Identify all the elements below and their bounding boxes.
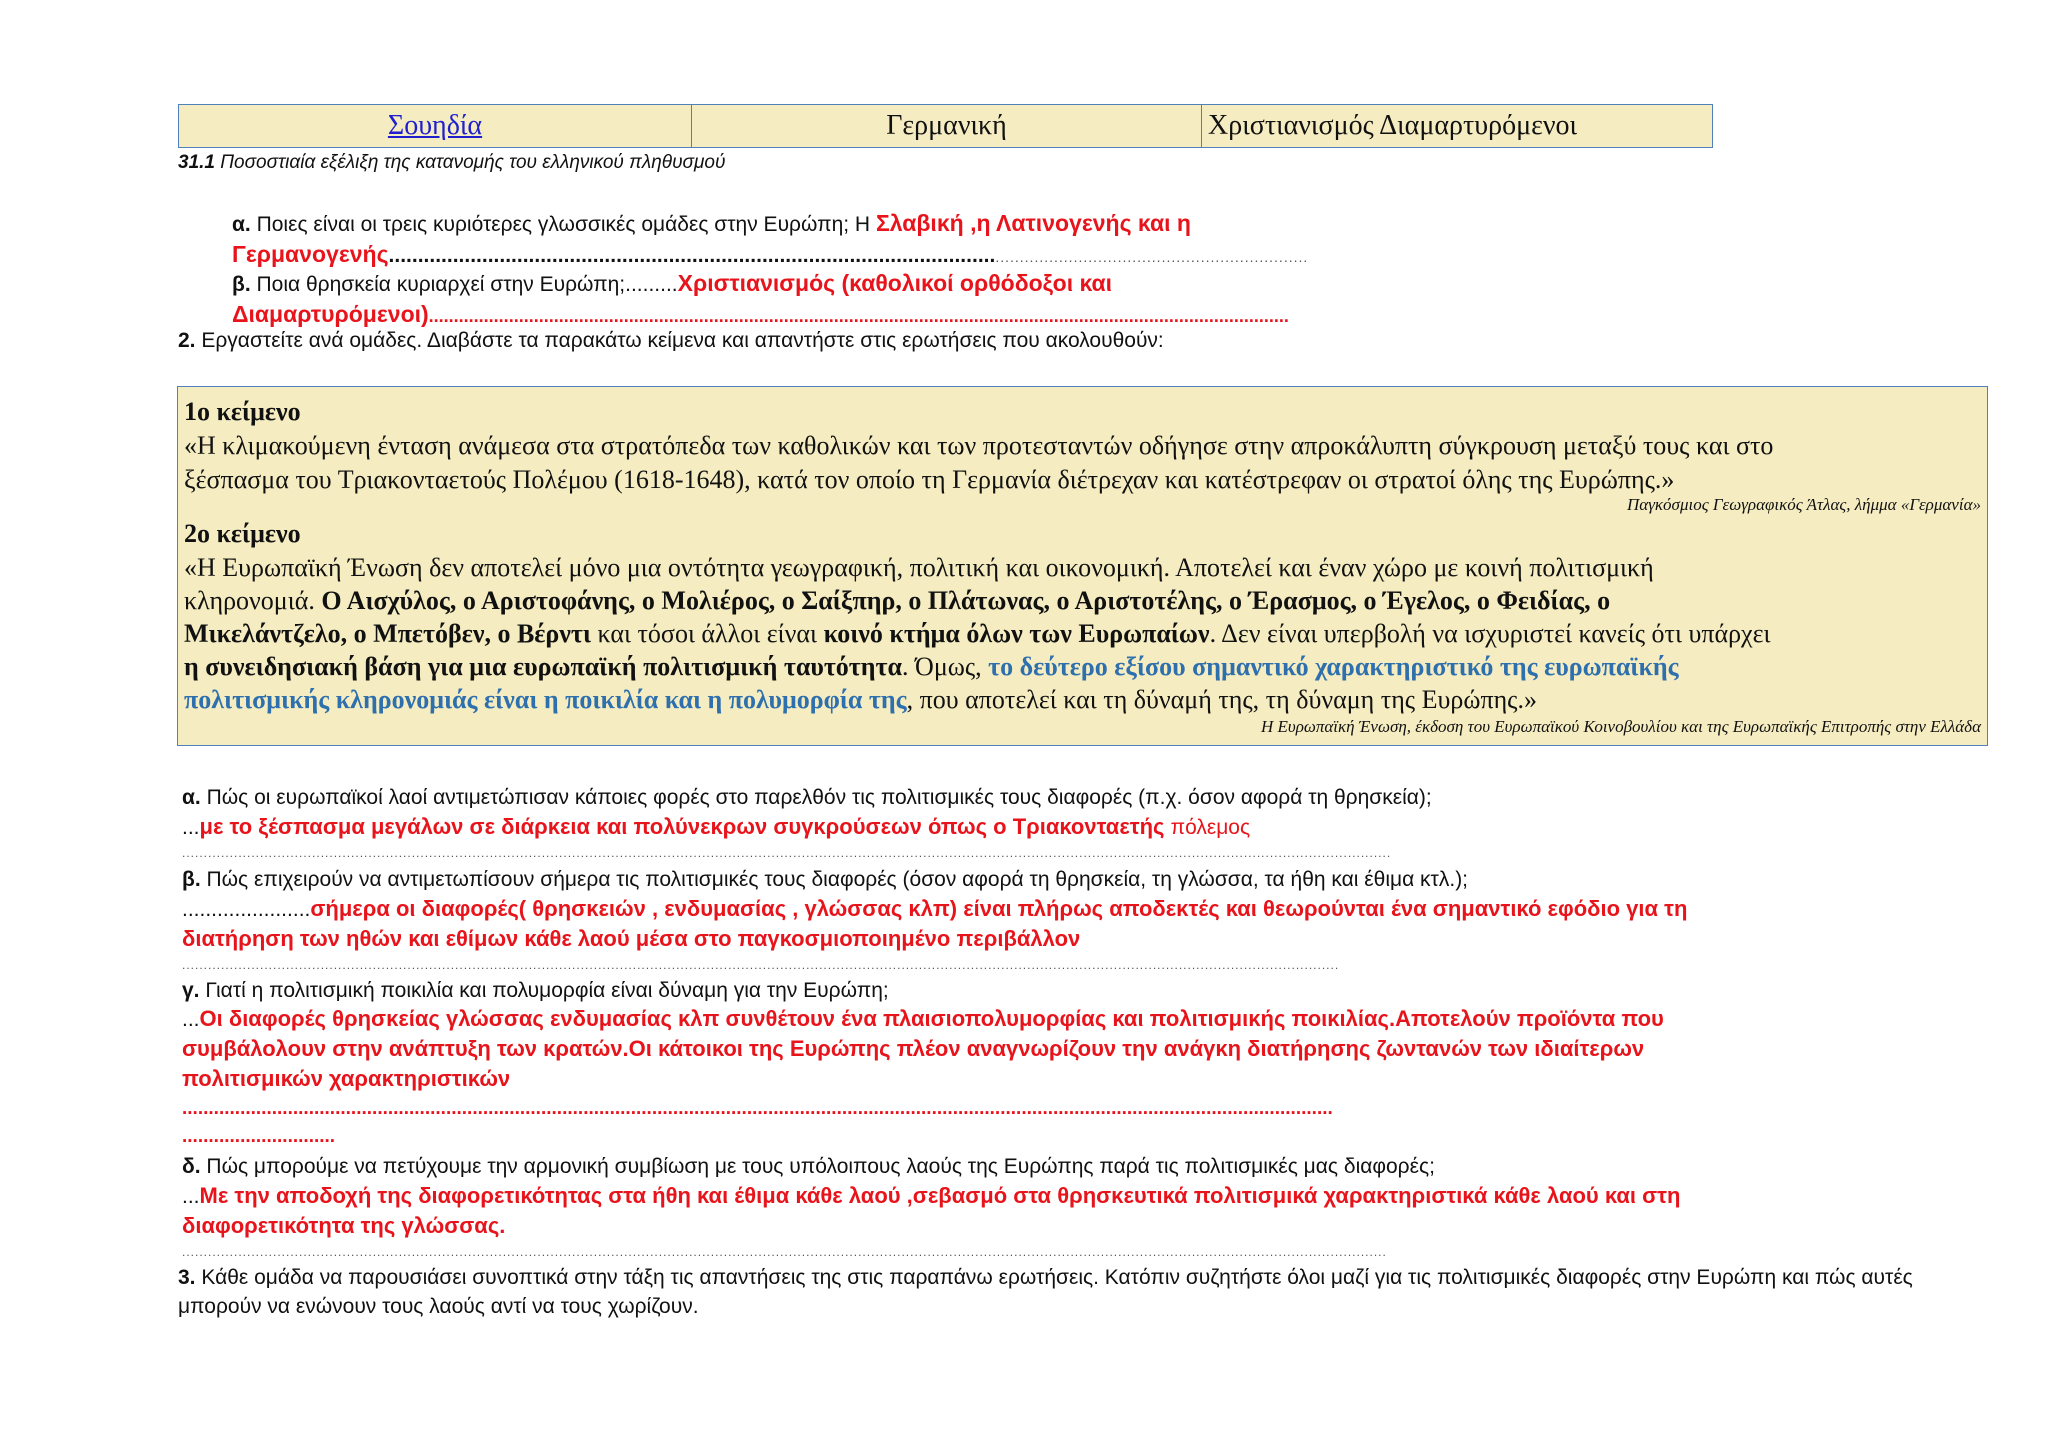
- text2-line2-b: Ο Αισχύλος, ο Αριστοφάνης, ο Μολιέρος, ο Σαίξπηρ, ο Πλάτωνας, ο Αριστοτέλης, ο Έρασμος, ο Έγελος, ο Φειδίας, ο: [321, 586, 1611, 615]
- text2-line3-d: . Δεν είναι υπερβολή να ισχυριστεί κανείς ότι υπάρχει: [1209, 619, 1771, 648]
- q2b-question-line: [182, 865, 1468, 895]
- q1a-line1: [232, 208, 1191, 240]
- q2d-label: δ.: [182, 1155, 201, 1178]
- text2-line4-b: . Όμως,: [902, 652, 989, 681]
- text2-line5: [184, 683, 1537, 717]
- task2-text: Εργαστείτε ανά ομάδες. Διαβάστε τα παρακάτω κείμενα και απαντήστε στις ερωτήσεις που ακολουθούν:: [195, 329, 1164, 352]
- country-cell: [179, 105, 691, 147]
- q1b-dots-pre: .........: [625, 273, 678, 296]
- q2b-question: Πώς επιχειρούν να αντιμετωπίσουν σήμερα τις πολιτισμικές τους διαφορές (όσον αφορά τη θρησκεία, τη γλώσσα, τα ήθη και έθιμα κτλ.);: [200, 868, 1469, 891]
- q1a-question: Ποιες είναι οι τρεις κυριότερες γλωσσικές ομάδες στην Ευρώπη; Η: [250, 213, 876, 236]
- text2-line3-c: κοινό κτήμα όλων των Ευρωπαίων: [823, 619, 1210, 648]
- religion-cell: Χριστιανισμός Διαμαρτυρόμενοι: [1201, 105, 1712, 147]
- q2c-dots-pre: ...: [182, 1008, 200, 1031]
- text2-line5-a: πολιτισμικής κληρονομιάς είναι η ποικιλία και η πολυμορφία της: [184, 685, 907, 714]
- q2c-answer-line1: [182, 1004, 1664, 1035]
- text1-line2: ξέσπασμα του Τριακονταετούς Πολέμου (1618-1648), κατά τον οποίο τη Γερμανία διέτρεχαν και κατέστρεφαν οι στρατοί όλης της Ευρώπης.»: [184, 465, 1675, 494]
- table-caption: [178, 152, 725, 174]
- text2-line3-a: Μικελάντζελο, ο Μπετόβεν, ο Βέρντι: [184, 619, 591, 648]
- q2c-label: γ.: [182, 979, 200, 1002]
- q2c-answer-line2: [182, 1034, 1644, 1065]
- task2-instruction: [178, 326, 1164, 356]
- q2b-answer-line1-text: σήμερα οι διαφορές( θρησκειών , ενδυμασίας , γλώσσας κλπ) είναι πλήρως αποδεκτές και θεωρούνται ένα σημαντικό εφόδιο για τη: [310, 896, 1688, 921]
- task3-line1-text: Κάθε ομάδα να παρουσιάσει συνοπτικά στην τάξη τις απαντήσεις της στις παραπάνω ερωτήσεις. Κατόπιν συζητήστε όλοι μαζί για τις πολιτισμικές διαφορές στην Ευρώπη και πώς αυτές: [195, 1266, 1913, 1289]
- q2a-dots-pre: ...: [182, 816, 200, 839]
- q2d-answer-line1-text: Με την αποδοχή της διαφορετικότητας στα ήθη και έθιμα κάθε λαού ,σεβασμό στα θρησκευτικά πολιτισμικά χαρακτηριστικά κάθε λαού και στη: [199, 1183, 1681, 1208]
- q1a-dots-bold: ........................................................................................................: [388, 244, 996, 267]
- text2-line4-a: η συνειδησιακή βάση για μια ευρωπαϊκή πολιτισμική ταυτότητα: [184, 652, 903, 681]
- q2c-answer-line3: [182, 1064, 510, 1095]
- q2b-answer-line2-text: διατήρηση των ηθών και εθίμων κάθε λαού μέσα στο παγκοσμιοποιημένο περιβάλλον: [182, 926, 1081, 951]
- task3-line1: [178, 1263, 1913, 1293]
- q2d-answer-line1: [182, 1181, 1680, 1212]
- q2a-answer-tail: πόλεμος: [1170, 816, 1251, 839]
- text2-line5-b: , που αποτελεί και τη δύναμή της, τη δύναμη της Ευρώπης.»: [906, 685, 1537, 714]
- text1-heading: 1ο κείμενο: [184, 397, 301, 426]
- text1-line1: «Η κλιμακούμενη ένταση ανάμεσα στα στρατόπεδα των καθολικών και των προτεσταντών οδήγησε στην απροκάλυπτη σύγκρουση μεταξύ τους και στο: [184, 431, 1774, 460]
- task2-number: 2.: [178, 329, 196, 352]
- q2d-answer-line2-text: διαφορετικότητα της γλώσσας.: [182, 1213, 506, 1238]
- q2c-answer-line1-text: Οι διαφορές θρησκείας γλώσσας ενδυμασίας κλπ συνθέτουν ένα πλαισιοπολυμορφίας και πολιτισμικής ποικιλίας.Αποτελούν προϊόντα που: [199, 1006, 1664, 1031]
- text2-source: Η Ευρωπαϊκή Ένωση, έκδοση του Ευρωπαϊκού Κοινοβουλίου και της Ευρωπαϊκής Επιτροπής στην Ελλάδα: [1260, 717, 1981, 736]
- caption-text: Ποσοστιαία εξέλιξη της κατανομής του ελληνικού πληθυσμού: [214, 152, 726, 173]
- q2d-question: Πώς μπορούμε να πετύχουμε την αρμονική συμβίωση με τους υπόλοιπους λαούς της Ευρώπης παρά τις πολιτισμικές μας διαφορές;: [200, 1155, 1435, 1178]
- q2c-answer-line2-text: συμβάλολουν στην ανάπτυξη των κρατών.Οι κάτοικοι της Ευρώπης πλέον αναγνωρίζουν την ανάγκη διατήρησης ζωντανών των ιδιαίτερων: [182, 1036, 1645, 1061]
- task3-number: 3.: [178, 1266, 196, 1289]
- q1b-answer-line1: Χριστιανισμός (καθολικοί ορθόδοξοι και: [677, 270, 1113, 296]
- q1a-answer-line1: Σλαβική ,η Λατινογενής και η: [875, 210, 1191, 236]
- q2b-dots-line: ...........................................................................................................................................................................................................................................................................: [182, 958, 1340, 972]
- q2c-dots-red2: .............................: [182, 1126, 336, 1147]
- q1b-answer-line2: Διαμαρτυρόμενοι): [232, 301, 429, 327]
- text2-line3-b: και τόσοι άλλοι είναι: [590, 619, 824, 648]
- table-row: [178, 104, 1713, 148]
- text2-line2-a: κληρονομιά.: [184, 586, 322, 615]
- q1a-answer-line2: Γερμανογενής: [232, 241, 389, 267]
- text2-line2: [184, 584, 1610, 618]
- text2-line4-c: το δεύτερο εξίσου σημαντικό χαρακτηριστικό της ευρωπαϊκής: [988, 652, 1679, 681]
- q2d-dots-pre: ...: [182, 1185, 200, 1208]
- text1-source: Παγκόσμιος Γεωγραφικός Άτλας, λήμμα «Γερμανία»: [1627, 495, 1981, 514]
- q1b-label: β.: [232, 273, 251, 296]
- q1b-dots-red: ............................................................................................................................................................................: [428, 306, 1289, 326]
- q2c-question: Γιατί η πολιτισμική ποικιλία και πολυμορφία είναι δύναμη για την Ευρώπη;: [199, 979, 889, 1002]
- q2b-dots-pre: ......................: [182, 898, 311, 921]
- task3-line2: μπορούν να ενώνουν τους λαούς αντί να τους χωρίζουν.: [178, 1295, 699, 1318]
- q1b-line1: [232, 268, 1112, 300]
- language-group-cell: Γερμανική: [691, 105, 1201, 147]
- q1a-dots: ................................................................: [995, 249, 1309, 265]
- q2d-question-line: [182, 1152, 1435, 1182]
- q2b-label: β.: [182, 868, 201, 891]
- text2-line3: [184, 617, 1771, 651]
- q2c-answer-line3-text: πολιτισμικών χαρακτηριστικών: [182, 1066, 511, 1091]
- text2-line1: «Η Ευρωπαϊκή Ένωση δεν αποτελεί μόνο μια οντότητα γεωγραφική, πολιτική και οικονομική. Αποτελεί και έναν χώρο με κοινή πολιτισμική: [184, 553, 1654, 582]
- texts-box: [177, 386, 1988, 746]
- q2a-dots-line: .......................................................................................................................................................................................................................................................................................: [182, 846, 1392, 860]
- country-link[interactable]: Σουηδία: [387, 110, 483, 141]
- q2a-answer: με το ξέσπασμα μεγάλων σε διάρκεια και πολύνεκρων συγκρούσεων όπως ο Τριακονταετής: [199, 814, 1171, 839]
- text2-heading: 2ο κείμενο: [184, 519, 301, 548]
- q2a-question-line: [182, 783, 1432, 813]
- q2c-question-line: [182, 976, 889, 1006]
- text2-line4: [184, 650, 1679, 684]
- q1b-question: Ποια θρησκεία κυριαρχεί στην Ευρώπη;: [250, 273, 626, 296]
- q2a-label: α.: [182, 786, 201, 809]
- q2a-question: Πώς οι ευρωπαϊκοί λαοί αντιμετώπισαν κάποιες φορές στο παρελθόν τις πολιτισμικές τους διαφορές (π.χ. όσον αφορά τη θρησκεία);: [200, 786, 1432, 809]
- q2c-dots-red1: ..........................................................................................................................................................................................................................: [182, 1098, 1333, 1119]
- q2b-answer-line1: [182, 894, 1687, 925]
- q1a-label: α.: [232, 213, 251, 236]
- caption-number: 31.1: [178, 152, 215, 173]
- q2d-dots-line: ......................................................................................................................................................................................................................................................................................: [182, 1245, 1387, 1259]
